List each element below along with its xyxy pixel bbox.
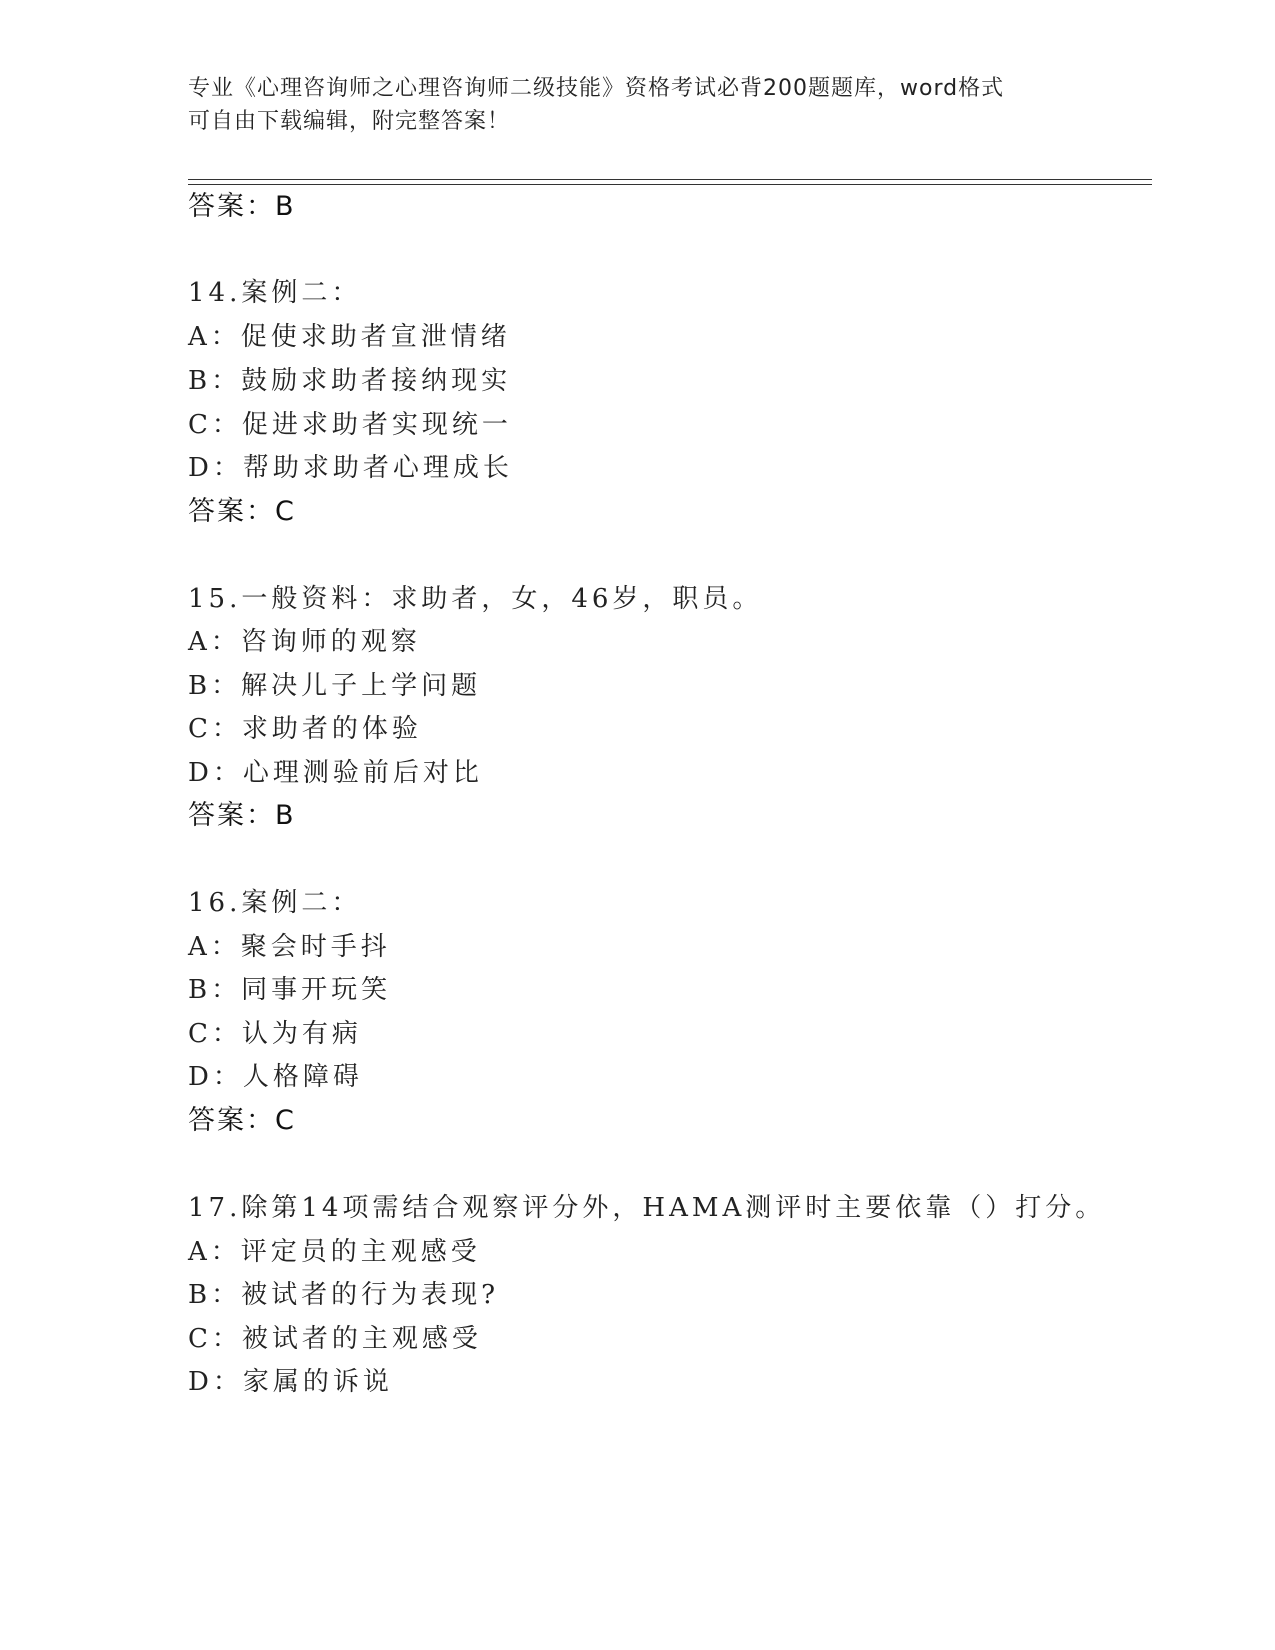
answer: 答案：C — [188, 496, 296, 527]
option-c: C：求助者的体验 — [188, 714, 422, 744]
answer: 答案：B — [188, 800, 296, 831]
option-d: D：人格障碍 — [188, 1062, 363, 1092]
option-a: A：评定员的主观感受 — [188, 1237, 481, 1267]
header-line-2: 可自由下载编辑，附完整答案！ — [188, 109, 511, 134]
question-stem: 17.除第14项需结合观察评分外，HAMA测评时主要依靠（）打分。 — [188, 1193, 1106, 1223]
option-a: A：咨询师的观察 — [188, 627, 421, 657]
option-b: B：被试者的行为表现? — [188, 1280, 500, 1310]
option-a: A：聚会时手抖 — [188, 932, 391, 962]
answer: 答案：C — [188, 1105, 296, 1136]
option-a: A：促使求助者宣泄情绪 — [188, 322, 511, 352]
option-b: B：鼓励求助者接纳现实 — [188, 366, 512, 396]
header-line-1: 专业《心理咨询师之心理咨询师二级技能》资格考试必背200题题库，word格式 — [188, 76, 1005, 101]
option-b: B：解决儿子上学问题 — [188, 671, 482, 701]
question-stem: 14.案例二： — [188, 278, 362, 308]
question-stem: 16.案例二： — [188, 888, 362, 918]
option-c: C：被试者的主观感受 — [188, 1324, 482, 1354]
header-divider-top — [188, 179, 1152, 180]
header-divider-bottom — [188, 184, 1152, 185]
previous-answer: 答案：B — [188, 191, 296, 222]
option-d: D：帮助求助者心理成长 — [188, 453, 513, 483]
question-stem: 15.一般资料：求助者，女，46岁，职员。 — [188, 584, 763, 614]
document-header — [188, 72, 1068, 138]
option-c: C：促进求助者实现统一 — [188, 410, 512, 440]
option-c: C：认为有病 — [188, 1019, 362, 1049]
option-b: B：同事开玩笑 — [188, 975, 392, 1005]
option-d: D：心理测验前后对比 — [188, 758, 483, 788]
option-d: D：家属的诉说 — [188, 1367, 393, 1397]
